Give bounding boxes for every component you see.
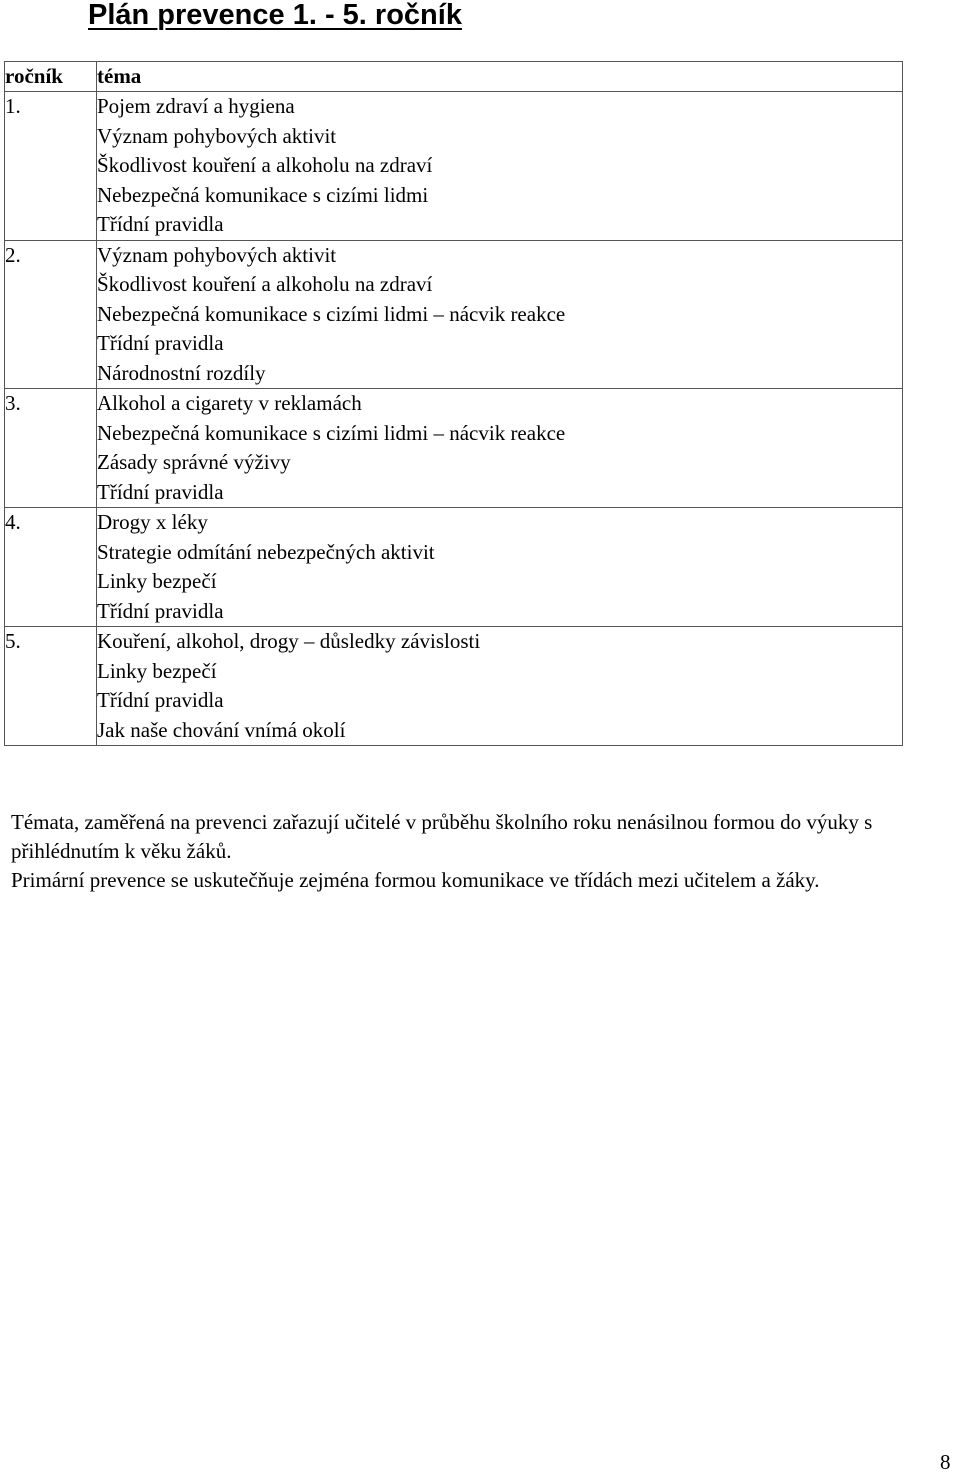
topic-cell: Alkohol a cigarety v reklamách — [97, 389, 903, 419]
table-row — [5, 657, 903, 687]
topic-cell: Drogy x léky — [97, 508, 903, 538]
table-row — [5, 210, 903, 240]
grade-cell: 5. — [5, 627, 97, 657]
grade-cell — [5, 122, 97, 152]
topic-cell: Národnostní rozdíly — [97, 359, 903, 389]
topic-cell: Třídní pravidla — [97, 686, 903, 716]
topic-cell: Třídní pravidla — [97, 597, 903, 627]
note-paragraph-1: Témata, zaměřená na prevenci zařazují učitelé v průběhu školního roku nenásilnou formou do výuky s přihlédnutím k věku žáků. — [11, 810, 873, 863]
topic-cell: Význam pohybových aktivit — [97, 122, 903, 152]
topic-cell: Třídní pravidla — [97, 478, 903, 508]
table-row — [5, 448, 903, 478]
page-number: 8 — [940, 1450, 951, 1474]
topic-cell: Linky bezpečí — [97, 657, 903, 687]
grade-cell — [5, 597, 97, 627]
topic-cell: Třídní pravidla — [97, 210, 903, 240]
table-row — [5, 419, 903, 449]
page-title: Plán prevence 1. - 5. ročník — [88, 0, 462, 31]
topic-cell: Strategie odmítání nebezpečných aktivit — [97, 538, 903, 568]
grade-cell — [5, 686, 97, 716]
table-row — [5, 122, 903, 152]
grade-cell — [5, 151, 97, 181]
table-row — [5, 627, 903, 657]
prevention-plan-table — [4, 61, 903, 746]
table-row — [5, 716, 903, 746]
table-row — [5, 329, 903, 359]
topic-cell: Škodlivost kouření a alkoholu na zdraví — [97, 151, 903, 181]
table-row — [5, 389, 903, 419]
table-row — [5, 567, 903, 597]
grade-cell: 3. — [5, 389, 97, 419]
grade-cell — [5, 210, 97, 240]
topic-cell: Kouření, alkohol, drogy – důsledky závislosti — [97, 627, 903, 657]
table-row — [5, 300, 903, 330]
grade-cell — [5, 538, 97, 568]
topic-cell: Pojem zdraví a hygiena — [97, 92, 903, 122]
grade-cell — [5, 419, 97, 449]
grade-cell — [5, 181, 97, 211]
topic-cell: Zásady správné výživy — [97, 448, 903, 478]
table-header-row — [5, 62, 903, 92]
header-grade: ročník — [5, 62, 97, 92]
topic-cell: Jak naše chování vnímá okolí — [97, 716, 903, 746]
table-row — [5, 240, 903, 270]
table-row — [5, 151, 903, 181]
table-row — [5, 538, 903, 568]
topic-cell: Nebezpečná komunikace s cizími lidmi – nácvik reakce — [97, 419, 903, 449]
topic-cell: Nebezpečná komunikace s cizími lidmi – nácvik reakce — [97, 300, 903, 330]
grade-cell — [5, 300, 97, 330]
grade-cell — [5, 270, 97, 300]
table-row — [5, 597, 903, 627]
grade-cell: 1. — [5, 92, 97, 122]
grade-cell — [5, 567, 97, 597]
table-row — [5, 181, 903, 211]
grade-cell — [5, 359, 97, 389]
topic-cell: Škodlivost kouření a alkoholu na zdraví — [97, 270, 903, 300]
table-row — [5, 270, 903, 300]
grade-cell — [5, 329, 97, 359]
table-row — [5, 686, 903, 716]
header-topic: téma — [97, 62, 903, 92]
topic-cell: Třídní pravidla — [97, 329, 903, 359]
grade-cell: 4. — [5, 508, 97, 538]
grade-cell — [5, 478, 97, 508]
table-row — [5, 508, 903, 538]
table-row — [5, 92, 903, 122]
topic-cell: Nebezpečná komunikace s cizími lidmi — [97, 181, 903, 211]
grade-cell — [5, 716, 97, 746]
topic-cell: Linky bezpečí — [97, 567, 903, 597]
table-row — [5, 359, 903, 389]
table-body — [5, 92, 903, 746]
grade-cell: 2. — [5, 240, 97, 270]
note-paragraph-2: Primární prevence se uskutečňuje zejména formou komunikace ve třídách mezi učitelem a žáky. — [11, 868, 820, 892]
topic-cell: Význam pohybových aktivit — [97, 240, 903, 270]
table-row — [5, 478, 903, 508]
grade-cell — [5, 448, 97, 478]
grade-cell — [5, 657, 97, 687]
